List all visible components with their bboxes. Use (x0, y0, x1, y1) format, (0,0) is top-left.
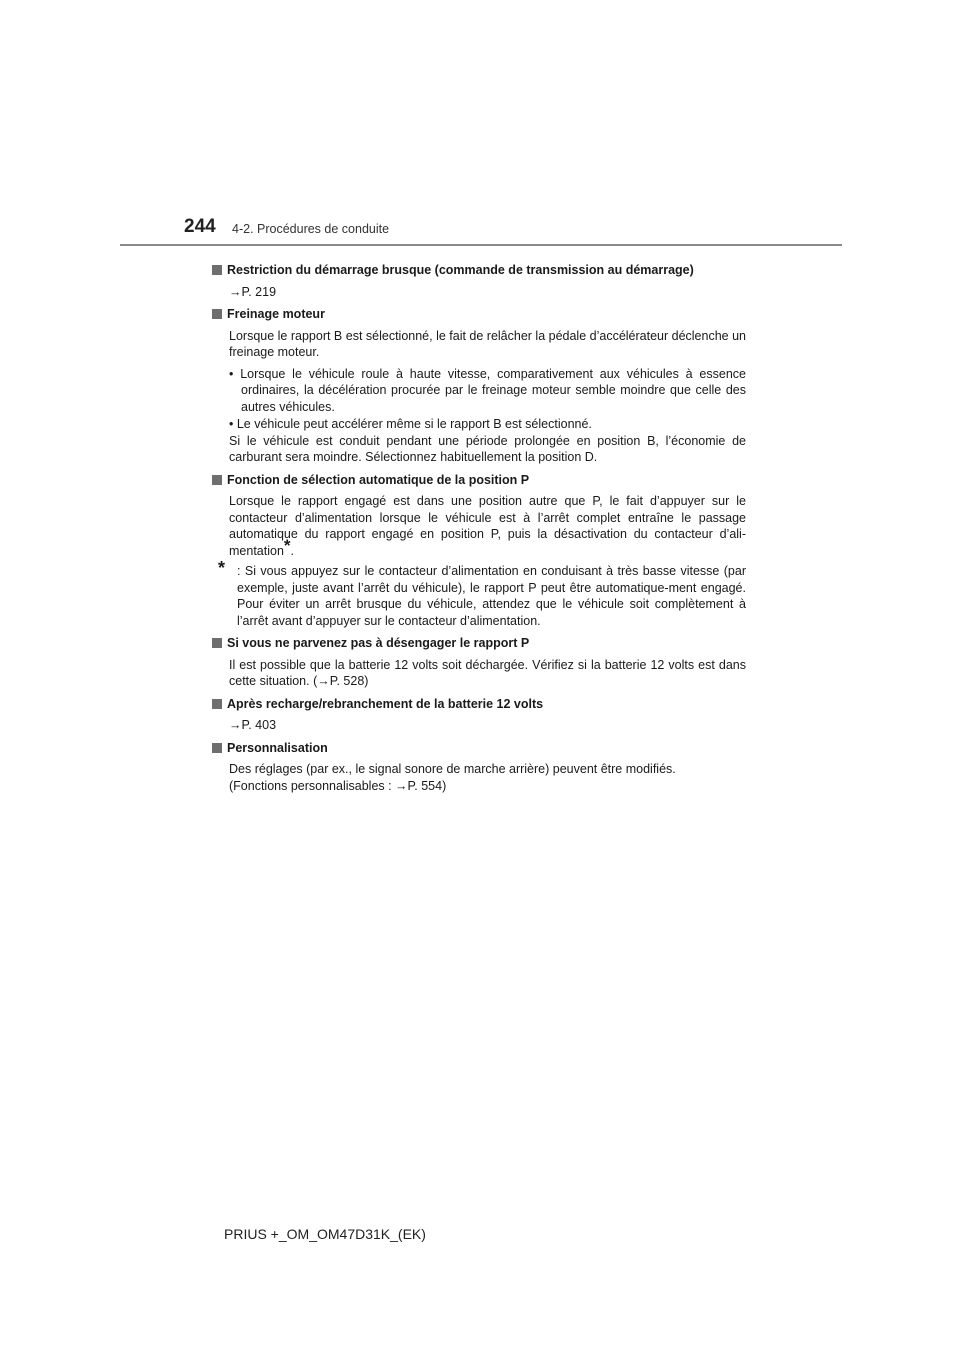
header-rule (120, 244, 842, 246)
section-personnalisation (212, 740, 746, 795)
page-content (212, 256, 746, 800)
heading-recharge: Après recharge/rebranchement de la batterie 12 volts (212, 696, 746, 713)
text-fonction (229, 493, 746, 559)
section-restriction (212, 262, 746, 300)
heading-desengager: Si vous ne parvenez pas à désengager le rapport P (212, 635, 746, 652)
ref-recharge[interactable]: →P. 403 (229, 718, 277, 732)
ref-restriction[interactable]: →P. 219 (229, 284, 277, 299)
footnote-fonction (218, 558, 746, 629)
text-fonction-body: Lorsque le rapport engagé est dans une position autre que P, le fait d’appuyer sur le contacteur d’alimentation lorsque le véhicule est à l’arrêt complet entraîne le passage automatique du rapport engagé en position P, puis la désactivation du contacteur d’ali-mentation (229, 494, 746, 558)
footnote-asterisk: * (218, 558, 226, 578)
section-fonction (212, 472, 746, 630)
footnote-text: : Si vous appuyez sur le contacteur d’alimentation en conduisant à très basse vitesse (par exemple, juste avant l’arrêt du véhicule), le rapport P peut être automatique-ment engagé. Pour éviter un arrêt brusque du véhicule, attendez que le véhicule soit complètement à l’arrêt avant d’appuyer sur le contacteur d’alimentation. (237, 564, 746, 628)
heading-restriction: Restriction du démarrage brusque (commande de transmission au démarrage) (212, 262, 746, 279)
text-personnalisation-1: Des réglages (par ex., le signal sonore de marche arrière) peuvent être modifiés. (229, 762, 676, 776)
bullet-freinage-2: • Le véhicule peut accélérer même si le rapport B est sélectionné. (229, 417, 592, 431)
asterisk-marker: * (283, 535, 291, 555)
heading-freinage: Freinage moteur (212, 306, 746, 323)
page-number: 244 (184, 216, 216, 237)
section-title: 4-2. Procédures de conduite (232, 222, 390, 236)
section-recharge (212, 696, 746, 734)
text-desengager: Il est possible que la batterie 12 volts soit déchargée. Vérifiez si la batterie 12 volts est dans cette situation. (→P. 528) (229, 657, 746, 688)
text-personnalisation-2: (Fonctions personnalisables : →P. 554) (229, 778, 447, 793)
footer-model-code: PRIUS +_OM_OM47D31K_(EK) (224, 1226, 426, 1242)
heading-personnalisation: Personnalisation (212, 740, 746, 757)
text-fonction-end: . (290, 543, 295, 558)
section-freinage (212, 306, 746, 466)
heading-fonction: Fonction de sélection automatique de la position P (212, 472, 746, 489)
note-freinage: Si le véhicule est conduit pendant une période prolongée en position B, l’économie de carburant sera moindre. Sélectionnez habituellement la position D. (229, 433, 746, 464)
text-freinage: Lorsque le rapport B est sélectionné, le fait de relâcher la pédale d’accélérateur déclenche un freinage moteur. (229, 328, 746, 359)
bullet-freinage-1: • Lorsque le véhicule roule à haute vitesse, comparativement aux véhicules à essence ordinaires, la décélération procurée par le freinage moteur semble moindre que celle des autres véhicules. (229, 366, 746, 414)
section-desengager (212, 635, 746, 690)
